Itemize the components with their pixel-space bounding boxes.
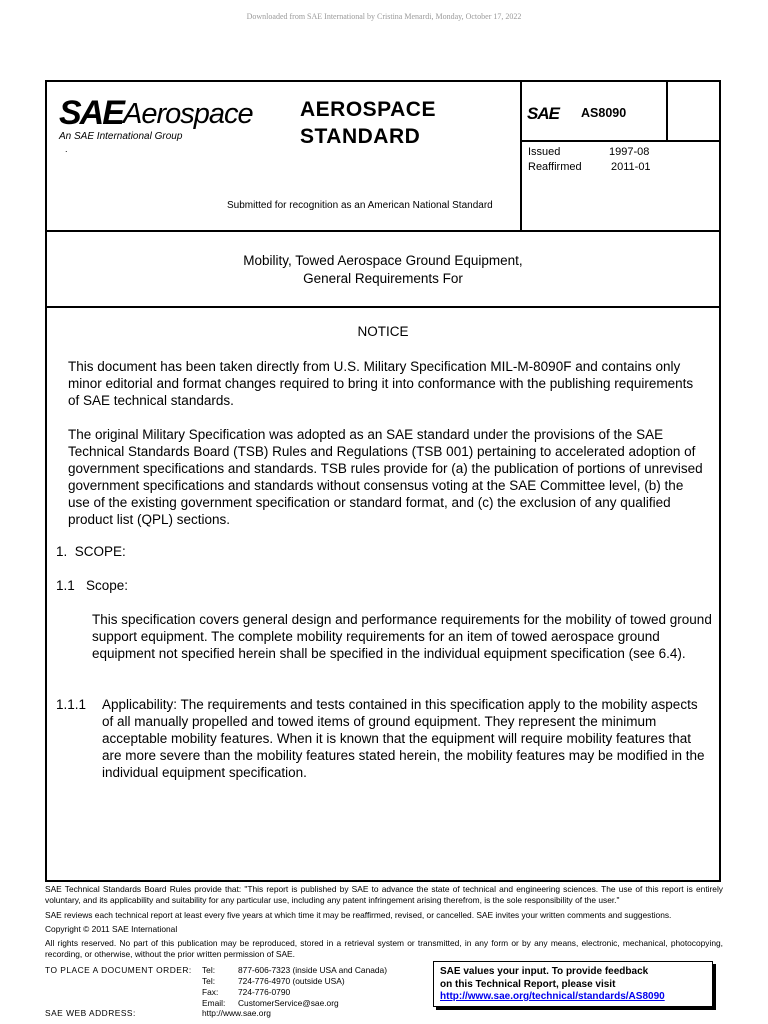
contact-email[interactable]: CustomerService@sae.org	[238, 998, 339, 1008]
rights-text: All rights reserved. No part of this publication may be reproduced, stored in a retrieval system or transmitted, in any form or by any means, electronic, mechanical, photocopying, recording, or otherwise, without the prior written permission of SAE.	[45, 938, 723, 959]
sae-logo-tagline: An SAE International Group	[59, 131, 183, 142]
header-box	[45, 80, 721, 232]
copyright-text: Copyright © 2011 SAE International	[45, 924, 178, 934]
contact-value: 877-606-7323 (inside USA and Canada)	[238, 965, 387, 975]
divider	[520, 82, 522, 230]
body-box	[45, 308, 721, 882]
sae-logo-mark: SAE	[59, 94, 123, 132]
title-box	[45, 232, 721, 308]
document-type-line1: AEROSPACE	[300, 98, 436, 121]
contact-value: 724-776-4970 (outside USA)	[238, 976, 345, 986]
feedback-box	[433, 961, 713, 1007]
reaffirmed-value: 2011-01	[611, 161, 651, 173]
document-title-line2: General Requirements For	[303, 271, 463, 286]
applicability-paragraph: Applicability: The requirements and tests contained in this specification apply to the mobility aspects of all manually propelled and towed items of ground equipment. They represent the minimum acceptable mobility features. When it is known that the equipment will require mobility features that are more severe than the mobility features stated herein, the mobility features may be modified in the individual equipment specification.	[102, 697, 705, 780]
notice-paragraph: This document has been taken directly from U.S. Military Specification MIL-M-8090F and contains only minor editorial and format changes required to bring it into conformance with the publishing requirements of SAE technical standards.	[68, 359, 694, 408]
reaffirmed-label: Reaffirmed	[528, 161, 582, 173]
sae-logo-wordmark: Aerospace	[123, 98, 253, 130]
document-type-line2: STANDARD	[300, 125, 421, 148]
contact-label: Email:	[202, 998, 226, 1008]
contact-label: Tel:	[202, 965, 216, 975]
divider	[522, 140, 721, 142]
tsb-rules-text: SAE Technical Standards Board Rules provide that: "This report is published by SAE to advance the state of technical and engineering sciences. The use of this report is entirely voluntary, and its applicability and suitability for any particular use, including any patent infringement arising therefrom, is the sole responsibility of the user."	[45, 884, 723, 905]
document-title-line1: Mobility, Towed Aerospace Ground Equipment,	[243, 253, 523, 268]
contact-value: 724-776-0790	[238, 987, 291, 997]
notice-heading: NOTICE	[357, 324, 409, 339]
document-number: AS8090	[581, 106, 627, 120]
web-address-link[interactable]: http://www.sae.org	[202, 1008, 271, 1018]
submitted-note: Submitted for recognition as an American National Standard	[227, 200, 493, 211]
document-type	[300, 96, 436, 150]
feedback-link[interactable]: http://www.sae.org/technical/standards/AS8090	[440, 991, 665, 1002]
issued-value: 1997-08	[609, 146, 650, 158]
notice-paragraph: The original Military Specification was adopted as an SAE standard under the provisions of the SAE Technical Standards Board (TSB) Rules and Regulations (TSB 001) pertaining to accelerated adoption of government specifications and standards. TSB rules provide for (a) the publication of portions of unrevised government specifications and standards without consensus voting at the SAE Committee level, (b) the use of the existing government specification or standard format, and (c) the exclusion of any qualified product list (QPL) sections.	[68, 427, 703, 527]
feedback-text: SAE values your input. To provide feedback	[440, 966, 649, 977]
section-heading-scope: 1. SCOPE:	[56, 544, 126, 559]
scope-paragraph: This specification covers general design and performance requirements for the mobility of towed ground support equipment. The complete mobility requirements for an item of towed aerospace ground equipment not specified herein shall be specified in the individual equipment specification (see 6.4).	[92, 612, 712, 661]
order-label: TO PLACE A DOCUMENT ORDER:	[45, 965, 192, 975]
contact-label: Tel:	[202, 976, 216, 986]
web-address-label: SAE WEB ADDRESS:	[45, 1008, 136, 1018]
divider	[666, 82, 668, 140]
contact-label: Fax:	[202, 987, 219, 997]
section-heading-1-1: 1.1 Scope:	[56, 578, 129, 593]
logo-dot: .	[65, 144, 68, 154]
issued-label: Issued	[528, 146, 561, 158]
feedback-text: on this Technical Report, please visit	[440, 978, 616, 990]
download-note: Downloaded from SAE International by Cristina Menardi, Monday, October 17, 2022	[246, 12, 522, 21]
review-text: SAE reviews each technical report at least every five years at which time it may be reaffirmed, revised, or cancelled. SAE invites your written comments and suggestions.	[45, 910, 672, 920]
section-number-1-1-1: 1.1.1	[56, 697, 87, 712]
sae-small-logo: SAE	[527, 104, 559, 123]
